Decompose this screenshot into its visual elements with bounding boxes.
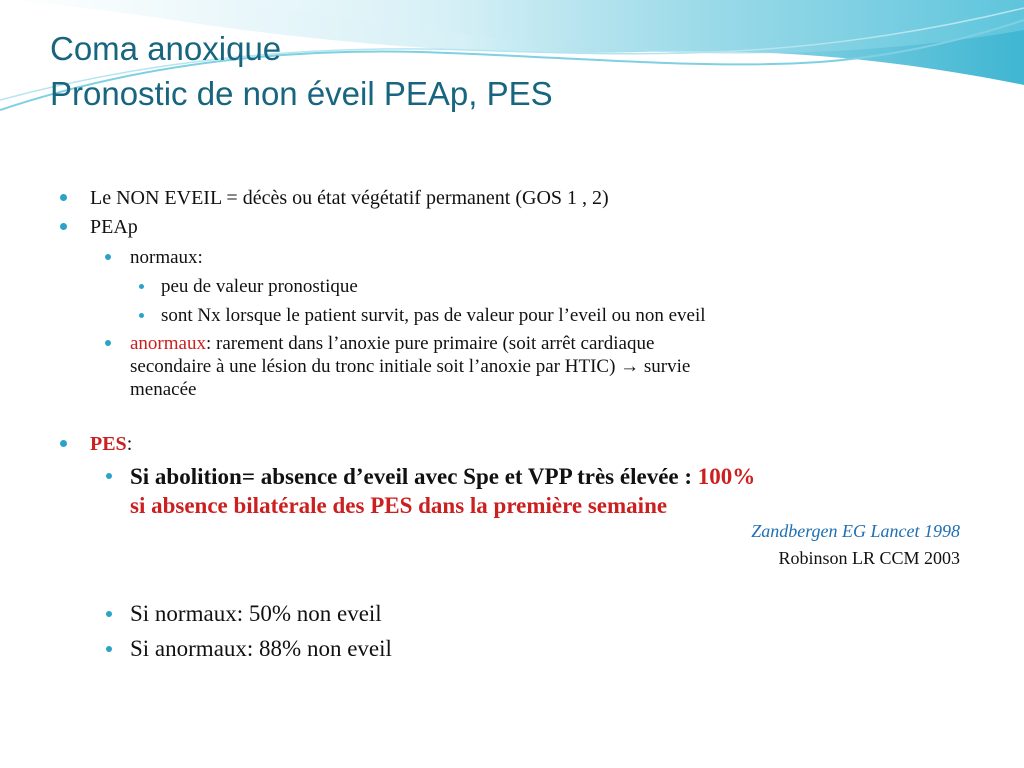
list-item: Si anormaux: 88% non eveil	[130, 636, 392, 661]
anormaux-label: anormaux	[130, 333, 206, 354]
abolition-text-2: si absence bilatérale des PES dans la première semaine	[130, 493, 668, 518]
list-item: Le NON EVEIL = décès ou état végétatif permanent (GOS 1 , 2)	[90, 187, 609, 209]
citation-zandbergen: Zandbergen EG Lancet 1998	[751, 521, 960, 541]
title-line-2: Pronostic de non éveil PEAp, PES	[50, 75, 553, 112]
anormaux-text-3: menacée	[130, 379, 197, 400]
bullet-icon	[106, 646, 112, 652]
list-item: sont Nx lorsque le patient survit, pas de valeur pour l’eveil ou non eveil	[161, 305, 706, 326]
list-item	[90, 432, 132, 456]
pes-colon: :	[126, 433, 133, 455]
list-item	[130, 332, 690, 401]
anormaux-text-2b: survie	[639, 356, 691, 377]
arrow-icon: →	[620, 356, 640, 377]
list-item: PEAp	[90, 216, 138, 238]
title-line-1: Coma anoxique	[50, 30, 282, 67]
list-item: Si normaux: 50% non eveil	[130, 601, 382, 626]
list-item: normaux:	[130, 247, 203, 268]
bullet-icon	[60, 223, 67, 230]
bullet-icon	[105, 340, 111, 346]
list-item	[130, 462, 755, 520]
bullet-icon	[105, 254, 111, 260]
bullet-icon	[139, 313, 144, 318]
list-item: peu de valeur pronostique	[161, 276, 358, 297]
bullet-icon	[139, 284, 144, 289]
pes-label: PES	[90, 433, 127, 455]
bullet-icon	[106, 611, 112, 617]
anormaux-text-1: : rarement dans l’anoxie pure primaire (soit arrêt cardiaque	[205, 333, 655, 354]
bullet-icon	[60, 440, 67, 447]
abolition-percent: 100%	[697, 464, 756, 489]
bullet-icon	[106, 473, 112, 479]
bullet-icon	[60, 194, 67, 201]
citation-robinson: Robinson LR CCM 2003	[778, 548, 960, 568]
abolition-text: Si abolition= absence d’eveil avec Spe et VPP très élevée :	[130, 464, 698, 489]
anormaux-text-2: secondaire à une lésion du tronc initiale soit l’anoxie par HTIC)	[130, 356, 621, 377]
